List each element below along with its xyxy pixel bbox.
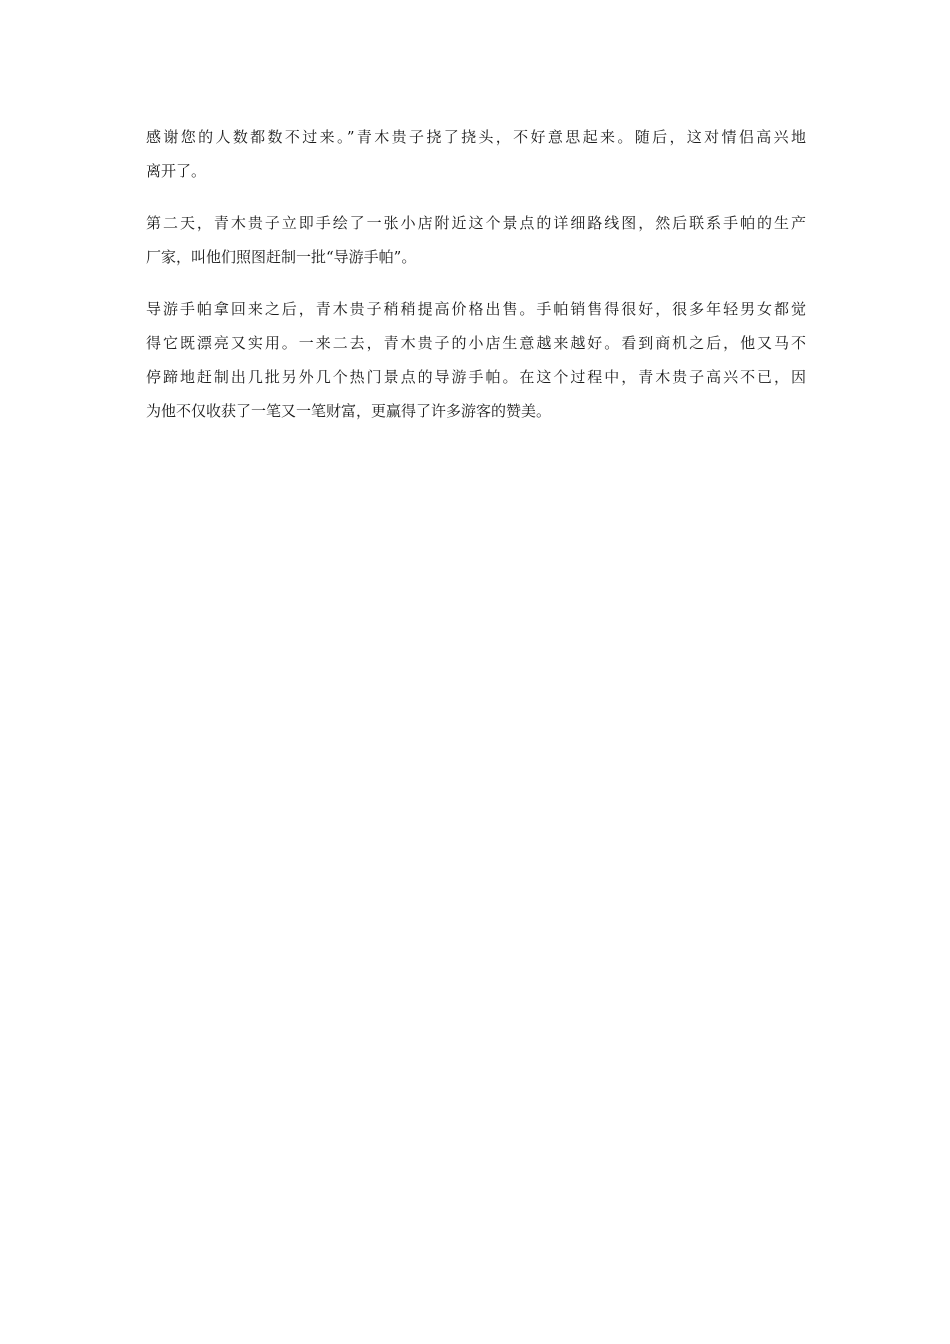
paragraph-line: 为他不仅收获了一笔又一笔财富，更赢得了许多游客的赞美。 xyxy=(146,402,552,420)
paragraph-line: 离开了。 xyxy=(146,162,207,180)
paragraph-2 xyxy=(146,206,806,274)
paragraph-line: 第二天，青木贵子立即手绘了一张小店附近这个景点的详细路线图，然后联系手帕的生产 xyxy=(146,214,806,232)
paragraph-line: 厂家，叫他们照图赶制一批“导游手帕”。 xyxy=(146,248,417,266)
paragraph-line: 感谢您的人数都数不过来。”青木贵子挠了挠头，不好意思起来。随后，这对情侣高兴地 xyxy=(146,128,806,146)
paragraph-line: 导游手帕拿回来之后，青木贵子稍稍提高价格出售。手帕销售得很好，很多年轻男女都觉 xyxy=(146,300,806,318)
document-body xyxy=(146,120,806,446)
paragraph-3 xyxy=(146,292,806,428)
paragraph-line: 停蹄地赶制出几批另外几个热门景点的导游手帕。在这个过程中，青木贵子高兴不已，因 xyxy=(146,368,806,386)
paragraph-line: 得它既漂亮又实用。一来二去，青木贵子的小店生意越来越好。看到商机之后，他又马不 xyxy=(146,334,806,352)
paragraph-1 xyxy=(146,120,806,188)
